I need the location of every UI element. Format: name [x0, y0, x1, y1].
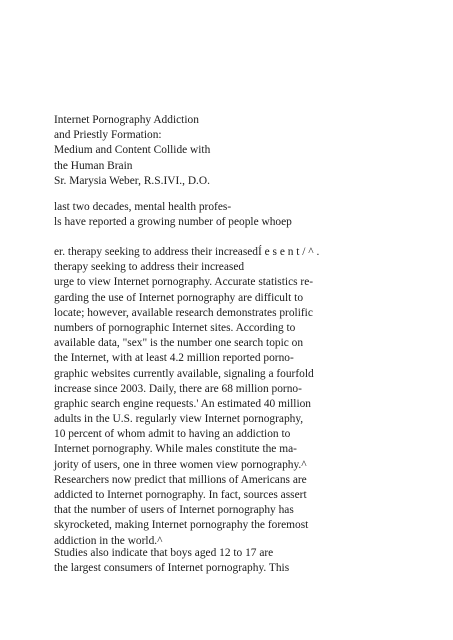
- text-line: addicted to Internet pornography. In fact, sources assert: [54, 489, 307, 501]
- text-line: Researchers now predict that millions of Americans are: [54, 473, 307, 486]
- text-line: increase since 2003. Daily, there are 68 million porno-: [54, 382, 302, 395]
- text-line: Internet pornography. While males constitute the ma-: [54, 443, 297, 456]
- text-line: available data, "sex" is the number one search topic on: [54, 337, 304, 350]
- text-line: last two decades, mental health profes-: [54, 201, 232, 213]
- text-line: that the number of users of Internet pornography has: [54, 504, 294, 517]
- author-line: Sr. Marysia Weber, R.S.IVI., D.O.: [54, 174, 210, 187]
- title-line: the Human Brain: [54, 159, 133, 172]
- title-block: [54, 113, 444, 189]
- title-line: Medium and Content Collide with: [54, 144, 211, 157]
- text-line: skyrocketed, making Internet pornography the foremost: [54, 519, 309, 532]
- intro-paragraph: [54, 200, 444, 230]
- text-line: garding the use of Internet pornography are difficult to: [54, 291, 304, 304]
- title-line: and Priestly Formation:: [54, 129, 162, 142]
- text-line: jority of users, one in three women view pornography.^: [54, 458, 307, 471]
- text-line: ls have reported a growing number of people whoep: [54, 216, 292, 229]
- text-line: the largest consumers of Internet pornography. This: [54, 562, 290, 575]
- text-line: addiction in the world.^: [54, 534, 163, 547]
- text-line: the Internet, with at least 4.2 million reported porno-: [54, 352, 294, 365]
- text-line: adults in the U.S. regularly view Internet pornography,: [54, 413, 304, 426]
- text-line: Studies also indicate that boys aged 12 to 17 are: [54, 547, 274, 559]
- body-paragraph: [54, 245, 444, 549]
- text-line: graphic websites currently available, signaling a fourfold: [54, 367, 314, 380]
- text-line: er. therapy seeking to address their increasedÍ e s e n t / ^ .: [54, 246, 320, 258]
- studies-paragraph: [54, 546, 444, 576]
- title-line: Internet Pornography Addiction: [54, 114, 199, 126]
- text-line: therapy seeking to address their increased: [54, 261, 245, 274]
- text-line: 10 percent of whom admit to having an addiction to: [54, 428, 291, 441]
- text-line: numbers of pornographic Internet sites. According to: [54, 321, 296, 334]
- text-line: locate; however, available research demonstrates prolific: [54, 306, 313, 319]
- text-line: graphic search engine requests.' An estimated 40 million: [54, 397, 312, 410]
- text-line: urge to view Internet pornography. Accurate statistics re-: [54, 276, 314, 289]
